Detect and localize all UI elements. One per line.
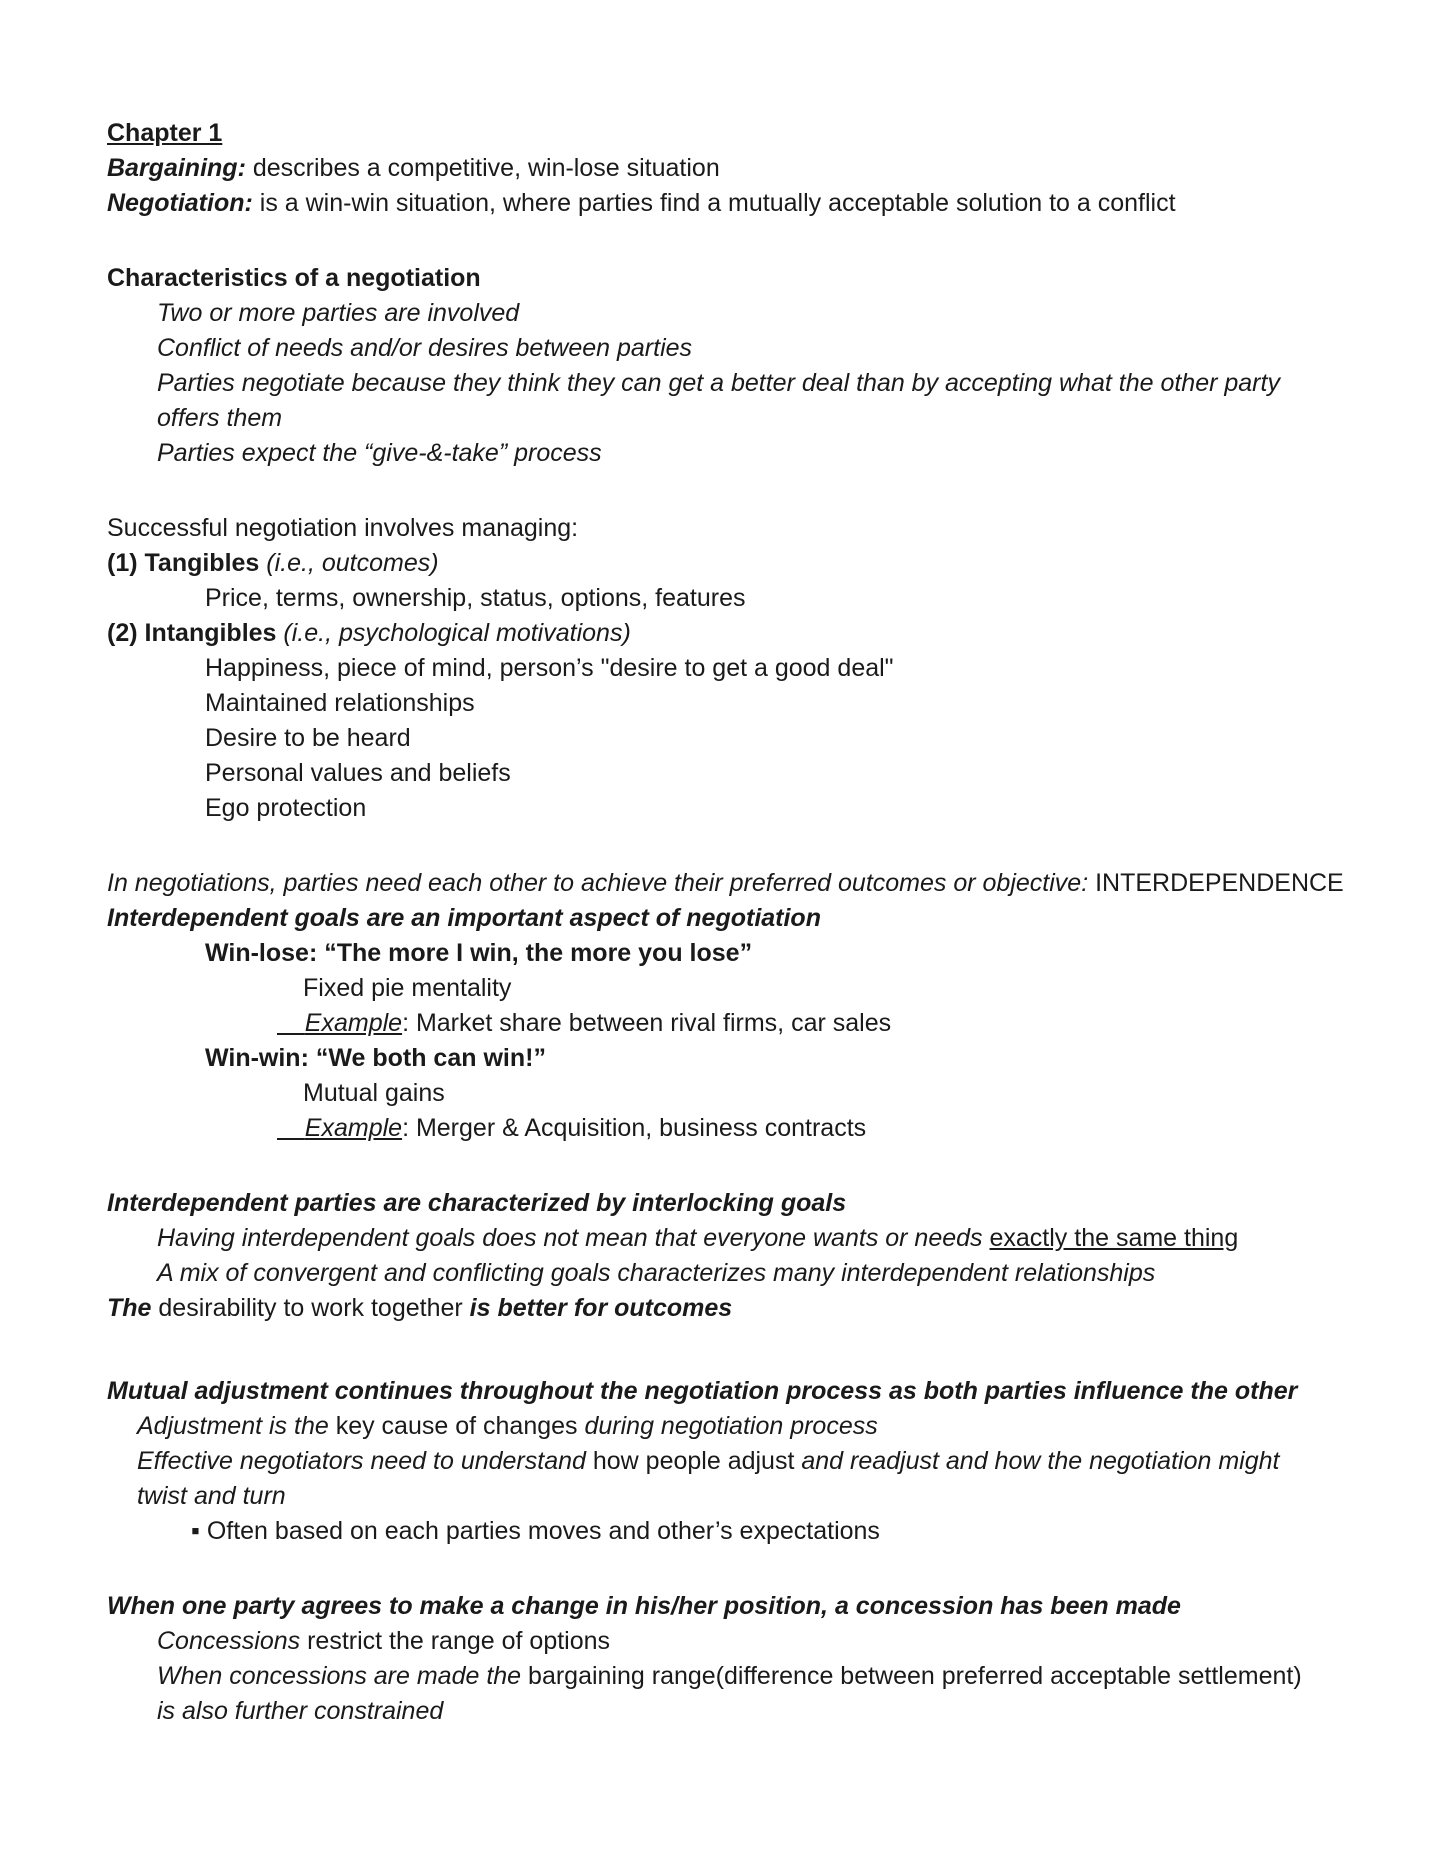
intangibles-label: (2) Intangibles (107, 619, 277, 647)
tangibles-heading (107, 546, 1397, 581)
list-item: Maintained relationships (205, 689, 475, 717)
list-item: Parties expect the “give-&-take” process (157, 439, 602, 467)
interlocking-summary (107, 1291, 1397, 1326)
interlocking-line (107, 1221, 1397, 1256)
concession-line: is also further constrained (157, 1697, 444, 1725)
adjustment-line: twist and turn (137, 1482, 286, 1510)
intangibles-heading (107, 616, 1397, 651)
definition-text: is a win-win situation, where parties find a mutually acceptable solution to a conflict (252, 189, 1176, 217)
adjustment-text: Effective negotiators need to understand (137, 1447, 586, 1475)
adjustment-text: key cause of changes (328, 1412, 585, 1440)
summary-emphasis: is better for outcomes (469, 1294, 733, 1322)
concession-heading: When one party agrees to make a change in his/her position, a concession has been made (107, 1592, 1181, 1620)
concession-text: restrict the range of options (300, 1627, 611, 1655)
winwin-point: Mutual gains (303, 1079, 445, 1107)
tangibles-note: (i.e., outcomes) (259, 549, 439, 577)
adjustment-text: how people adjust (585, 1447, 802, 1475)
example-label: Example (304, 1114, 403, 1142)
interlocking-line-text: Having interdependent goals does not mean that everyone wants or needs (157, 1224, 990, 1252)
bullet-text: Often based on each parties moves and other’s expectations (199, 1517, 880, 1545)
document-page (107, 116, 1397, 1729)
list-item: Parties negotiate because they think they can get a better deal than by accepting what the other party (157, 369, 1280, 397)
interdependence-intro (107, 866, 1397, 901)
adjustment-text: and readjust and how the negotiation might (801, 1447, 1280, 1475)
adjustment-bullet (107, 1514, 1397, 1549)
adjustment-heading: Mutual adjustment continues throughout the negotiation process as both parties influence the other (107, 1377, 1298, 1405)
winwin-example (107, 1111, 1397, 1146)
adjustment-line (107, 1409, 1397, 1444)
list-item: offers them (157, 404, 283, 432)
list-item: Two or more parties are involved (157, 299, 520, 327)
characteristics-heading: Characteristics of a negotiation (107, 264, 481, 292)
summary-text: desirability to work together (151, 1294, 470, 1322)
interdependence-keyword: INTERDEPENDENCE (1088, 869, 1344, 897)
concession-line (107, 1624, 1397, 1659)
chapter-title: Chapter 1 (107, 119, 223, 147)
definition-term: Bargaining: (107, 154, 246, 182)
list-item: Price, terms, ownership, status, options, features (205, 584, 746, 612)
definition-bargaining (107, 151, 1397, 186)
winlose-point: Fixed pie mentality (303, 974, 512, 1002)
summary-lead: The (107, 1294, 152, 1322)
winlose-example (107, 1006, 1397, 1041)
concession-text: bargaining range(difference between preferred acceptable settlement) (521, 1662, 1302, 1690)
concession-line (107, 1659, 1397, 1694)
list-item: Personal values and beliefs (205, 759, 511, 787)
bullet-icon: ▪ (191, 1517, 200, 1545)
managing-intro: Successful negotiation involves managing: (107, 514, 579, 542)
interlocking-heading: Interdependent parties are characterized by interlocking goals (107, 1189, 847, 1217)
example-label: Example (304, 1009, 403, 1037)
concession-text: Concessions (157, 1627, 301, 1655)
list-item: Conflict of needs and/or desires between parties (157, 334, 693, 362)
tangibles-label: (1) Tangibles (107, 549, 260, 577)
interlocking-emphasis: exactly the same thing (989, 1224, 1239, 1252)
definition-term: Negotiation: (107, 189, 253, 217)
goals-heading: Interdependent goals are an important aspect of negotiation (107, 904, 821, 932)
interdependence-intro-text: In negotiations, parties need each other to achieve their preferred outcomes or objective: (107, 869, 1089, 897)
definition-negotiation (107, 186, 1397, 221)
adjustment-line (107, 1444, 1397, 1479)
example-text: : Market share between rival firms, car sales (402, 1009, 892, 1037)
concession-text: When concessions are made the (157, 1662, 522, 1690)
example-text: : Merger & Acquisition, business contracts (402, 1114, 867, 1142)
winlose-label: Win-lose: “The more I win, the more you lose” (205, 939, 753, 967)
adjustment-text: Adjustment is the (137, 1412, 329, 1440)
list-item: Ego protection (205, 794, 367, 822)
winwin-label: Win-win: “We both can win!” (205, 1044, 546, 1072)
intangibles-note: (i.e., psychological motivations) (276, 619, 631, 647)
adjustment-text: during negotiation process (584, 1412, 878, 1440)
list-item: Desire to be heard (205, 724, 411, 752)
interlocking-line: A mix of convergent and conflicting goals characterizes many interdependent relationships (157, 1259, 1156, 1287)
definition-text: describes a competitive, win-lose situation (245, 154, 720, 182)
list-item: Happiness, piece of mind, person’s "desire to get a good deal" (205, 654, 894, 682)
